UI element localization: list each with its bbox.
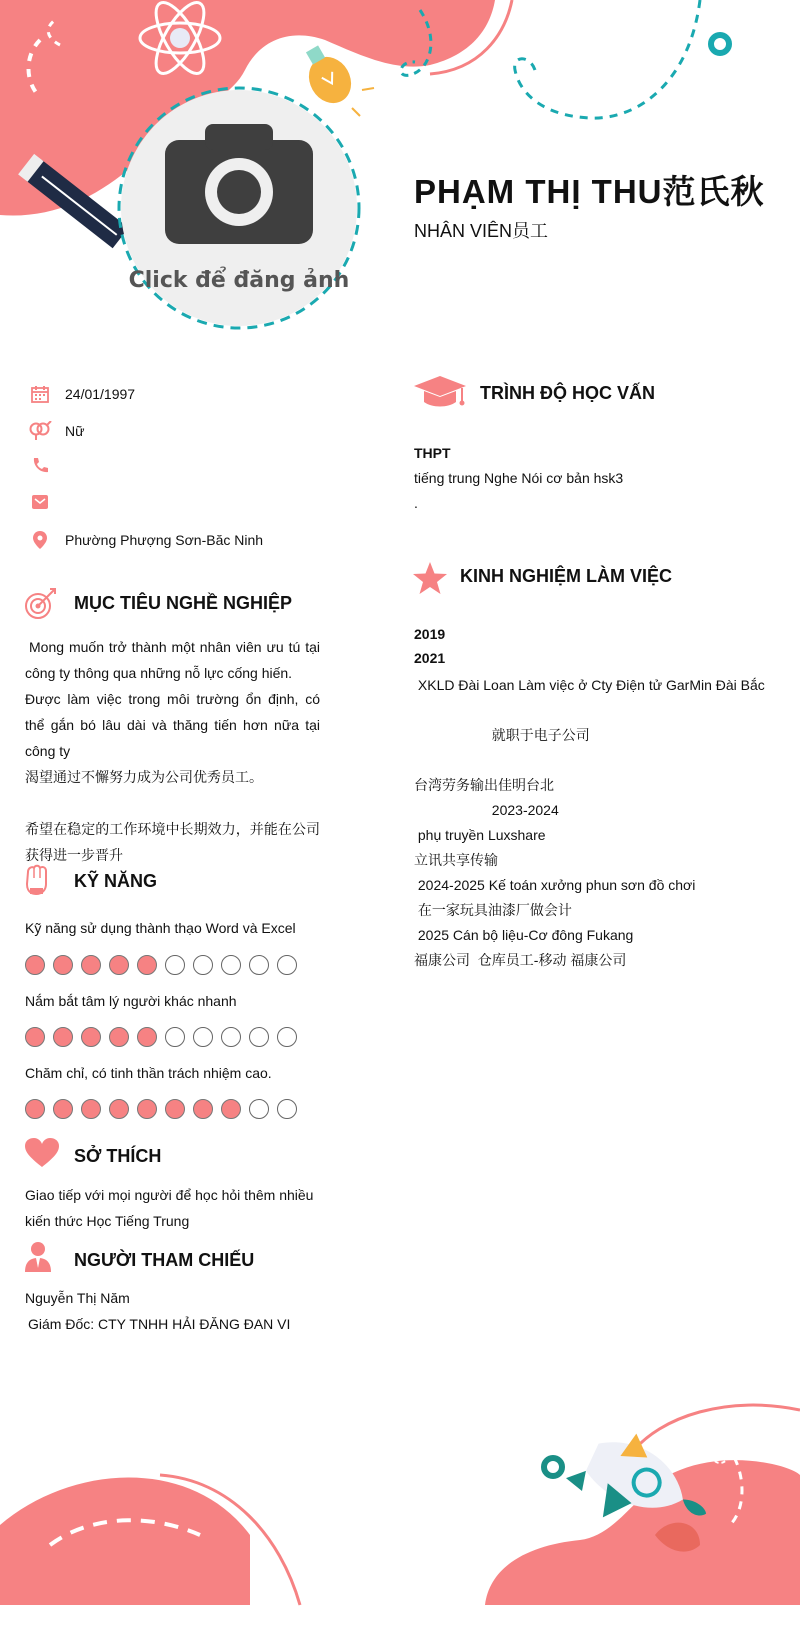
skill-dot-filled bbox=[53, 955, 73, 975]
candidate-name: PHẠM THỊ THU范氏秋 bbox=[414, 173, 765, 210]
references-title: NGƯỜI THAM CHIẾU bbox=[74, 1250, 255, 1270]
skill-rating-2 bbox=[25, 1027, 297, 1047]
skill-dot-filled bbox=[25, 955, 45, 975]
skill-dot-filled bbox=[137, 955, 157, 975]
gender-icon bbox=[25, 420, 55, 442]
objective-line-4: 希望在稳定的工作环境中长期效力，并能在公司获得进一步晋升 bbox=[25, 821, 320, 863]
experience-line: 福康公司 仓库员工-移动 福康公司 bbox=[414, 952, 627, 968]
education-title: TRÌNH ĐỘ HỌC VẤN bbox=[480, 383, 655, 403]
hobbies-text: Giao tiếp với mọi người để học hỏi thêm nhiều kiến thức Học Tiếng Trung bbox=[25, 1187, 314, 1229]
info-phone bbox=[25, 453, 65, 477]
skill-rating-3 bbox=[25, 1099, 297, 1119]
heart-icon bbox=[24, 1137, 60, 1169]
skill-dot-empty bbox=[221, 955, 241, 975]
skill-dot-empty bbox=[193, 1027, 213, 1047]
skill-dot-filled bbox=[165, 1099, 185, 1119]
skill-dot-empty bbox=[277, 955, 297, 975]
graduation-cap-icon bbox=[412, 374, 468, 410]
skill-dot-filled bbox=[53, 1099, 73, 1119]
objective-line-1: Mong muốn trở thành một nhân viên ưu tú tại công ty thông qua những nỗ lực cống hiến. bbox=[25, 639, 320, 681]
education-detail: tiếng trung Nghe Nói cơ bản hsk3 bbox=[414, 470, 624, 486]
target-icon bbox=[24, 586, 58, 620]
email-icon bbox=[25, 491, 55, 513]
experience-line: 2023-2024 bbox=[414, 802, 559, 818]
skill-dot-empty bbox=[221, 1027, 241, 1047]
education-school: THPT bbox=[414, 445, 451, 461]
skill-dot-filled bbox=[221, 1099, 241, 1119]
skill-dot-filled bbox=[193, 1099, 213, 1119]
address-value: Phường Phượng Sơn-Băc Ninh bbox=[65, 532, 264, 548]
skill-dot-filled bbox=[109, 1099, 129, 1119]
experience-line: 在一家玩具油漆厂做会计 bbox=[414, 902, 572, 918]
objective-text bbox=[25, 634, 320, 868]
experience-line: 台湾劳务输出佳明台北 bbox=[414, 777, 554, 793]
info-birthday bbox=[25, 382, 135, 406]
calendar-icon bbox=[25, 383, 55, 405]
info-address bbox=[25, 528, 263, 552]
skill-dot-filled bbox=[25, 1027, 45, 1047]
skill-dot-empty bbox=[193, 955, 213, 975]
skill-dot-filled bbox=[137, 1027, 157, 1047]
experience-line bbox=[414, 698, 794, 723]
profile-photo-upload[interactable] bbox=[117, 86, 361, 330]
skill-dot-empty bbox=[277, 1027, 297, 1047]
reference-name: Nguyễn Thị Năm bbox=[25, 1290, 130, 1306]
footer-decoration bbox=[0, 1395, 800, 1635]
experience-line bbox=[414, 748, 794, 773]
hobbies-title: SỞ THÍCH bbox=[74, 1146, 162, 1166]
objective-line-3: 渴望通过不懈努力成为公司优秀员工。 bbox=[25, 769, 263, 785]
phone-icon bbox=[25, 454, 55, 476]
skill-dot-empty bbox=[165, 955, 185, 975]
skill-dot-filled bbox=[81, 955, 101, 975]
skill-dot-filled bbox=[109, 955, 129, 975]
skill-dot-empty bbox=[249, 955, 269, 975]
skill-dot-empty bbox=[277, 1099, 297, 1119]
skill-label-2: Nắm bắt tâm lý người khác nhanh bbox=[25, 993, 237, 1009]
experience-line: 立讯共享传输 bbox=[414, 852, 498, 868]
fist-icon bbox=[24, 864, 50, 896]
person-icon bbox=[24, 1241, 52, 1273]
experience-year-start: 2019 bbox=[414, 626, 446, 642]
skill-dot-filled bbox=[53, 1027, 73, 1047]
skill-label-3: Chăm chỉ, có tinh thần trách nhiệm cao. bbox=[25, 1065, 272, 1081]
skill-dot-filled bbox=[137, 1099, 157, 1119]
experience-title: KINH NGHIỆM LÀM VIỆC bbox=[460, 566, 673, 586]
experience-line: 2025 Cán bộ liệu-Cơ đông Fukang bbox=[414, 927, 634, 943]
skill-dot-empty bbox=[249, 1027, 269, 1047]
skill-rating-1 bbox=[25, 955, 297, 975]
location-pin-icon bbox=[25, 529, 55, 551]
experience-line: phụ truyền Luxshare bbox=[414, 827, 546, 843]
reference-position: Giám Đốc: CTY TNHH HẢI ĐĂNG ĐAN VI bbox=[28, 1316, 291, 1332]
education-extra: . bbox=[414, 495, 418, 511]
skill-dot-filled bbox=[81, 1099, 101, 1119]
skill-dot-empty bbox=[165, 1027, 185, 1047]
experience-year-end: 2021 bbox=[414, 650, 446, 666]
info-email bbox=[25, 490, 65, 514]
skill-dot-filled bbox=[109, 1027, 129, 1047]
experience-line: 2024-2025 Kế toán xưởng phun sơn đồ chơi bbox=[414, 877, 696, 893]
star-icon bbox=[412, 561, 448, 595]
experience-line: 就职于电子公司 bbox=[414, 727, 590, 743]
gender-value: Nữ bbox=[65, 423, 85, 439]
skill-dot-filled bbox=[81, 1027, 101, 1047]
skill-dot-filled bbox=[25, 1099, 45, 1119]
photo-upload-label: Click để đăng ảnh bbox=[128, 268, 350, 293]
skills-title: KỸ NĂNG bbox=[74, 871, 158, 891]
birthday-value: 24/01/1997 bbox=[65, 386, 136, 402]
info-gender bbox=[25, 419, 84, 443]
candidate-title: NHÂN VIÊN员工 bbox=[414, 221, 549, 241]
objective-line-2: Được làm việc trong môi trường ổn định, có thể gắn bó lâu dài và thăng tiến hơn nữa tại công ty bbox=[25, 691, 320, 759]
experience-line: XKLD Đài Loan Làm việc ở Cty Điện tử GarMin Đài Bắc bbox=[414, 677, 765, 693]
skill-dot-empty bbox=[249, 1099, 269, 1119]
experience-details bbox=[414, 673, 794, 973]
skill-label-1: Kỹ năng sử dụng thành thạo Word và Excel bbox=[25, 920, 296, 936]
objective-title: MỤC TIÊU NGHỀ NGHIỆP bbox=[74, 593, 293, 613]
